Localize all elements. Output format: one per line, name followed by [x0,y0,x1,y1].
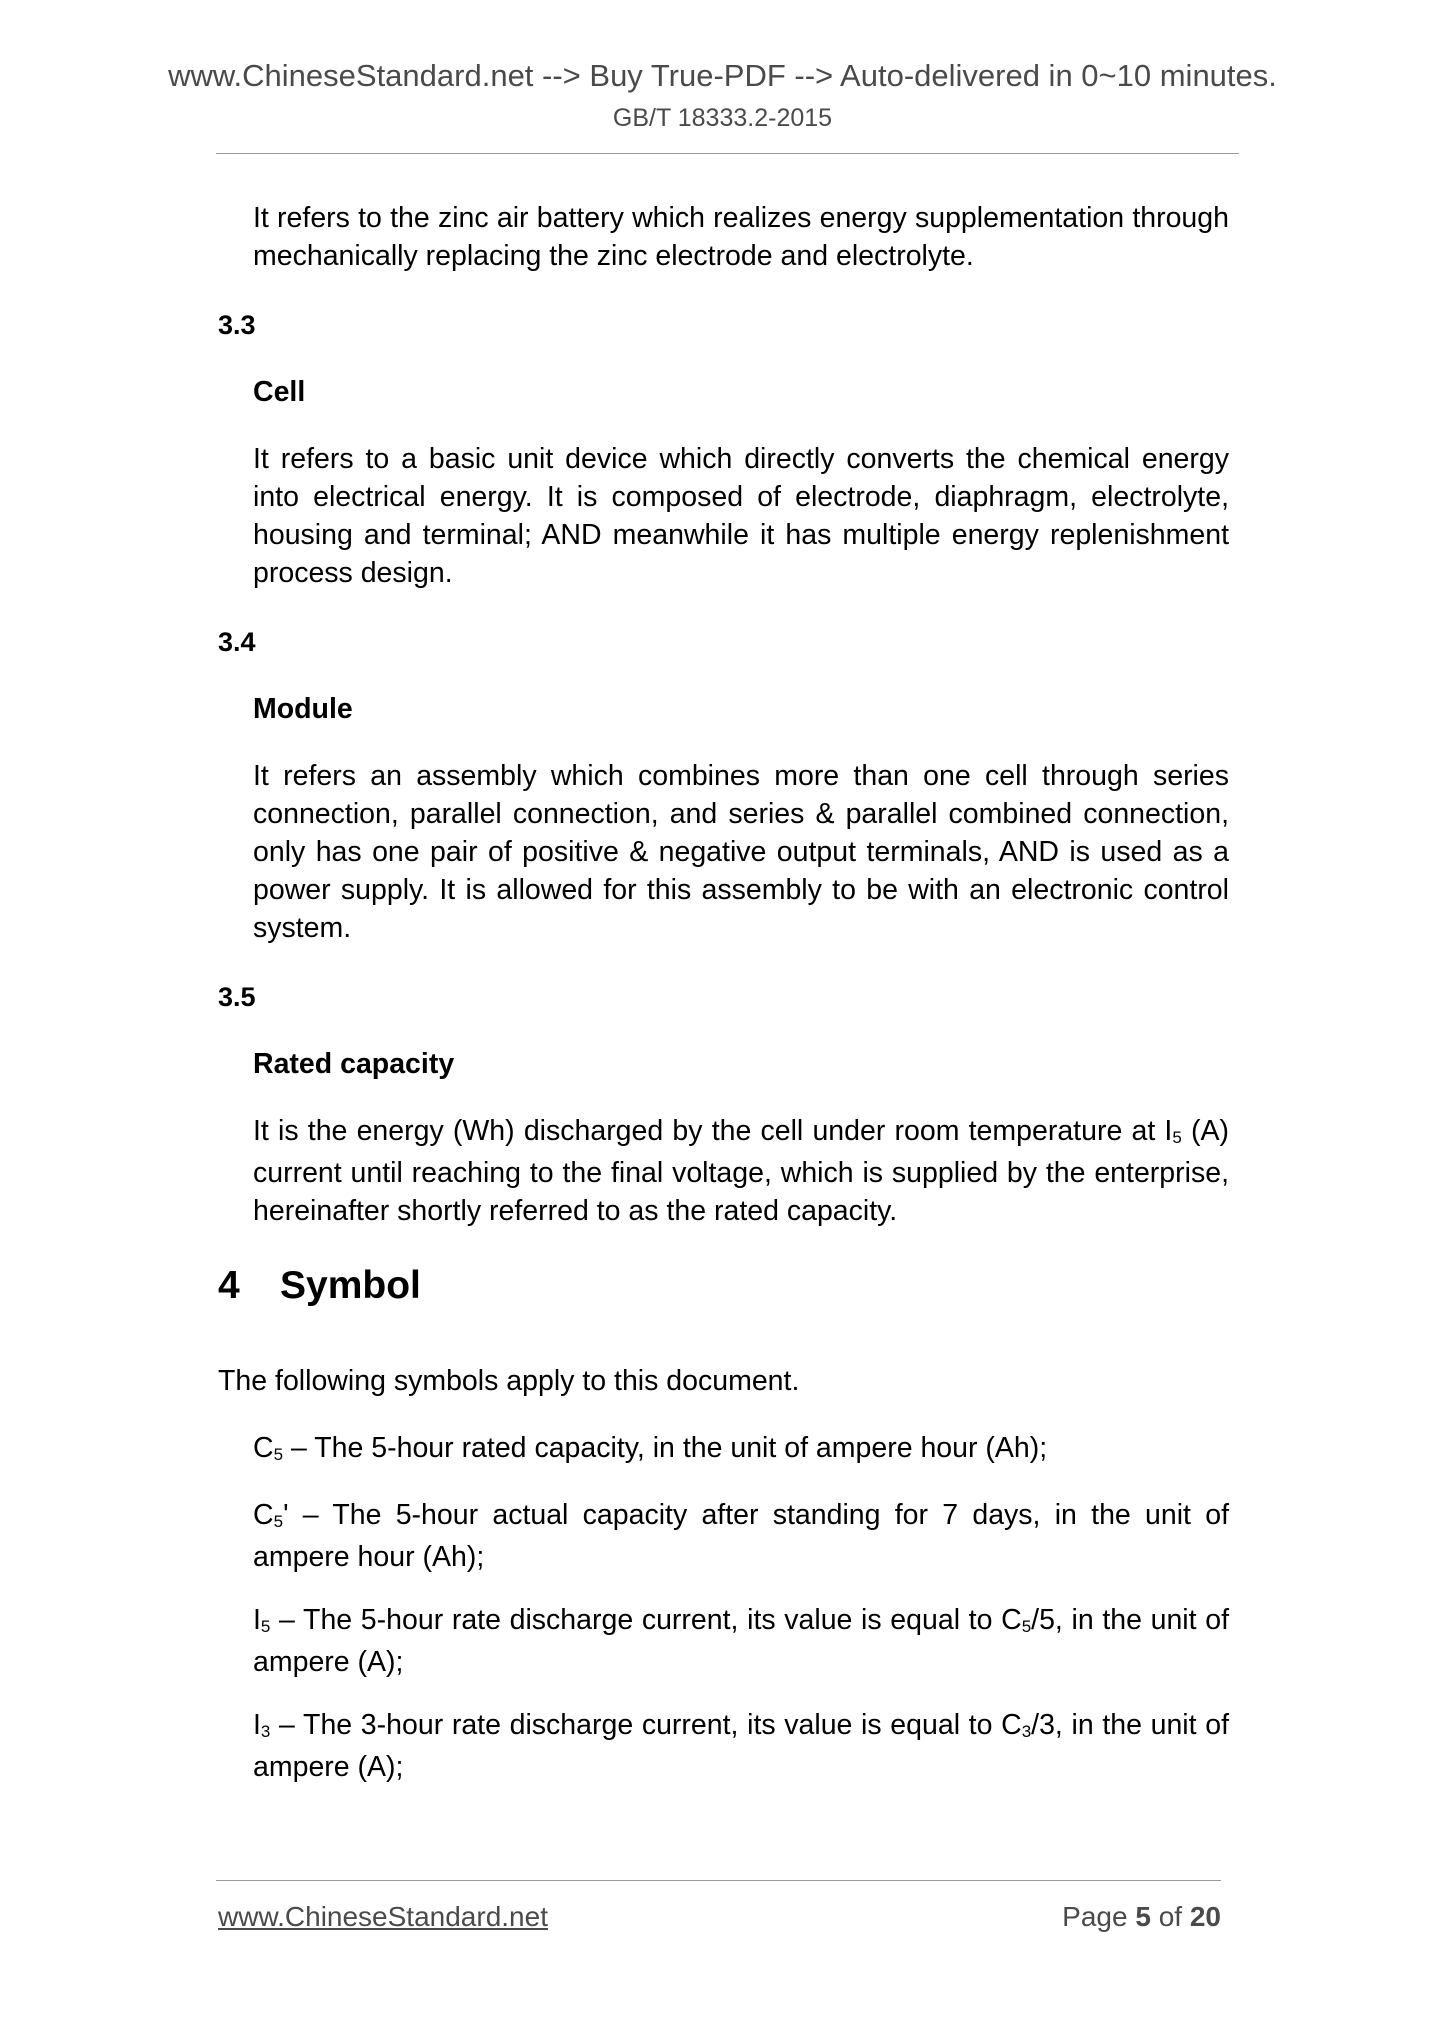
definition-paragraph: It refers to the zinc air battery which realizes energy supplementation through mechanically replacing the zinc electrode and electrolyte. [253,202,1229,272]
symbol-definition: I5 – The 5-hour rate discharge current, its value is equal to C5/5, in the unit of ampere (A); [253,1604,1229,1678]
clause-number: 3.4 [218,627,256,657]
page-number: Page 5 of 20 [1062,1901,1221,1932]
definition-paragraph: It is the energy (Wh) discharged by the cell under room temperature at I5 (A) current until reaching to the final voltage, which is supplied by the enterprise, hereinafter shortly referred to as the rated capacity. [253,1115,1229,1227]
symbol-definition: C5' – The 5-hour actual capacity after standing for 7 days, in the unit of ampere hour (Ah); [253,1499,1229,1573]
definition-paragraph: It refers to a basic unit device which directly converts the chemical energy into electrical energy. It is composed of electrode, diaphragm, electrolyte, housing and terminal; AND meanwhile it has multiple energy replenishment process design. [253,443,1229,589]
footer-website-link[interactable]: www.ChineseStandard.net [218,1901,548,1932]
header-banner: www.ChineseStandard.net --> Buy True-PDF --> Auto-delivered in 0~10 minutes. [168,58,1277,93]
header-divider [216,153,1239,154]
clause-number: 3.5 [218,982,256,1012]
footer-divider [216,1880,1221,1881]
clause-number: 3.3 [218,310,256,340]
standard-code: GB/T 18333.2-2015 [612,104,833,132]
section-heading: 4 Symbol [218,1264,421,1307]
definition-paragraph: It refers an assembly which combines more than one cell through series connection, parallel connection, and series & parallel combined connection, only has one pair of positive & negative output terminals, AND is used as a power supply. It is allowed for this assembly to be with an electronic control system. [253,760,1229,944]
symbol-definition: I3 – The 3-hour rate discharge current, its value is equal to C3/3, in the unit of ampere (A); [253,1709,1229,1783]
term-title: Cell [253,376,306,408]
symbol-definition: C5 – The 5-hour rated capacity, in the unit of ampere hour (Ah); [253,1432,1048,1464]
term-title: Rated capacity [253,1048,455,1080]
section-intro: The following symbols apply to this document. [218,1365,800,1397]
term-title: Module [253,693,353,725]
